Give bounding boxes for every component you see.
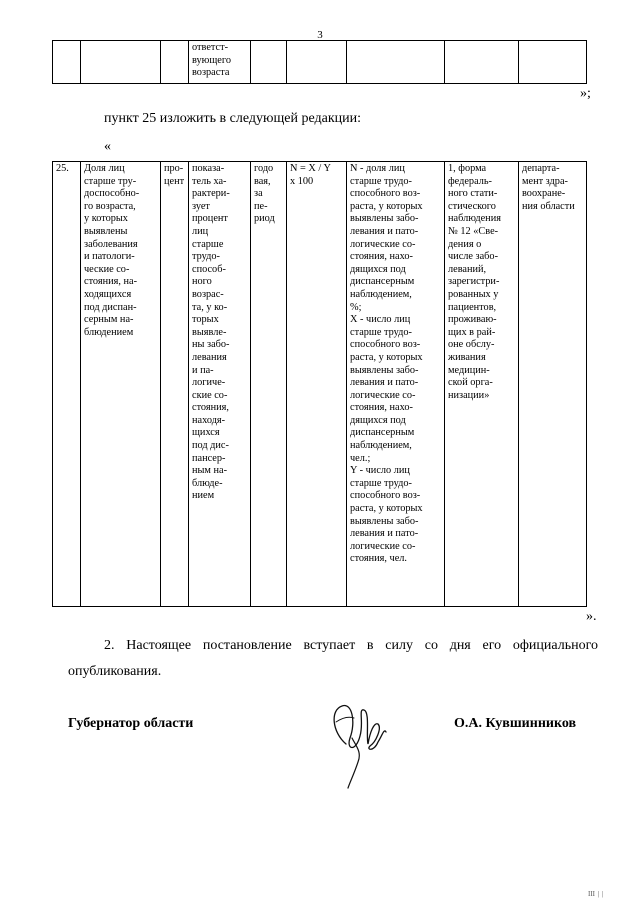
top-table-cell — [53, 41, 81, 84]
top-table-cell — [445, 41, 519, 84]
footer-mark: ІІІ | | — [588, 890, 604, 898]
top-table — [52, 40, 587, 84]
formula-cell: N = X / Y x 100 — [287, 162, 347, 607]
indicator-cell: Доля лиц старше тру- доспособно- го возраста, у которых выявлены заболевания и патологи- ческие со- стояния, на- ходящихся под диспан- серным на- блюдением — [81, 162, 161, 607]
signatory-position: Губернатор области — [68, 716, 194, 731]
top-table-cell — [287, 41, 347, 84]
unit-cell: про- цент — [161, 162, 189, 607]
top-table-cell — [161, 41, 189, 84]
top-table-cell — [519, 41, 587, 84]
main-table — [52, 161, 587, 607]
source-cell: 1, форма федераль- ного стати- стического наблюдения № 12 «Све- дения о числе забо- леваний, зарегистри- рованных у пациентов, проживаю- щих в рай- оне обслу- живания медицин- ской орга- низации» — [445, 162, 519, 607]
closing-quote: ». — [586, 609, 597, 624]
opening-quote: « — [104, 139, 111, 154]
handwritten-signature — [322, 692, 394, 792]
period-cell: годо вая, за пе- риод — [251, 162, 287, 607]
row-number: 25. — [53, 162, 81, 607]
page-number: 3 — [317, 29, 323, 41]
legend-cell: N - доля лиц старше трудо- способного воз- раста, у которых выявлены забо- левания и пато- логические со- стояния, нахо- дящихся под диспансерным наблюдением, %; X - число лиц старше трудо- способного воз- раста, у которых выявлены забо- левания и пато- логические со- стояния, нахо- дящихся под диспансерным наблюдением, чел.; Y - число лиц старше трудо- способного воз- раста, у которых выявлены забо- левания и пато- логические со- стояния, чел. — [347, 162, 445, 607]
paragraph-2: 2. Настоящее постановление вступает в силу со дня его официального опубликования. — [68, 638, 598, 679]
top-table-cell — [81, 41, 161, 84]
responsible-cell: департа- мент здра- воохране- ния области — [519, 162, 587, 607]
closing-quote: »; — [580, 86, 591, 101]
signatory-name: О.А. Кувшинников — [454, 716, 577, 731]
top-table-cell-text: ответст- вующего возраста — [189, 41, 251, 84]
top-table-cell — [347, 41, 445, 84]
description-cell: показа- тель ха- рактери- зует процент лиц старше трудо- способ- ного возрас- та, у ко- торых выявле- ны забо- левания и па- логиче- ские со- стояния, находя- щихся под дис- пансер- ным на- блюде- нием — [189, 162, 251, 607]
instruction-text: пункт 25 изложить в следующей редакции: — [104, 111, 361, 126]
top-table-cell — [251, 41, 287, 84]
